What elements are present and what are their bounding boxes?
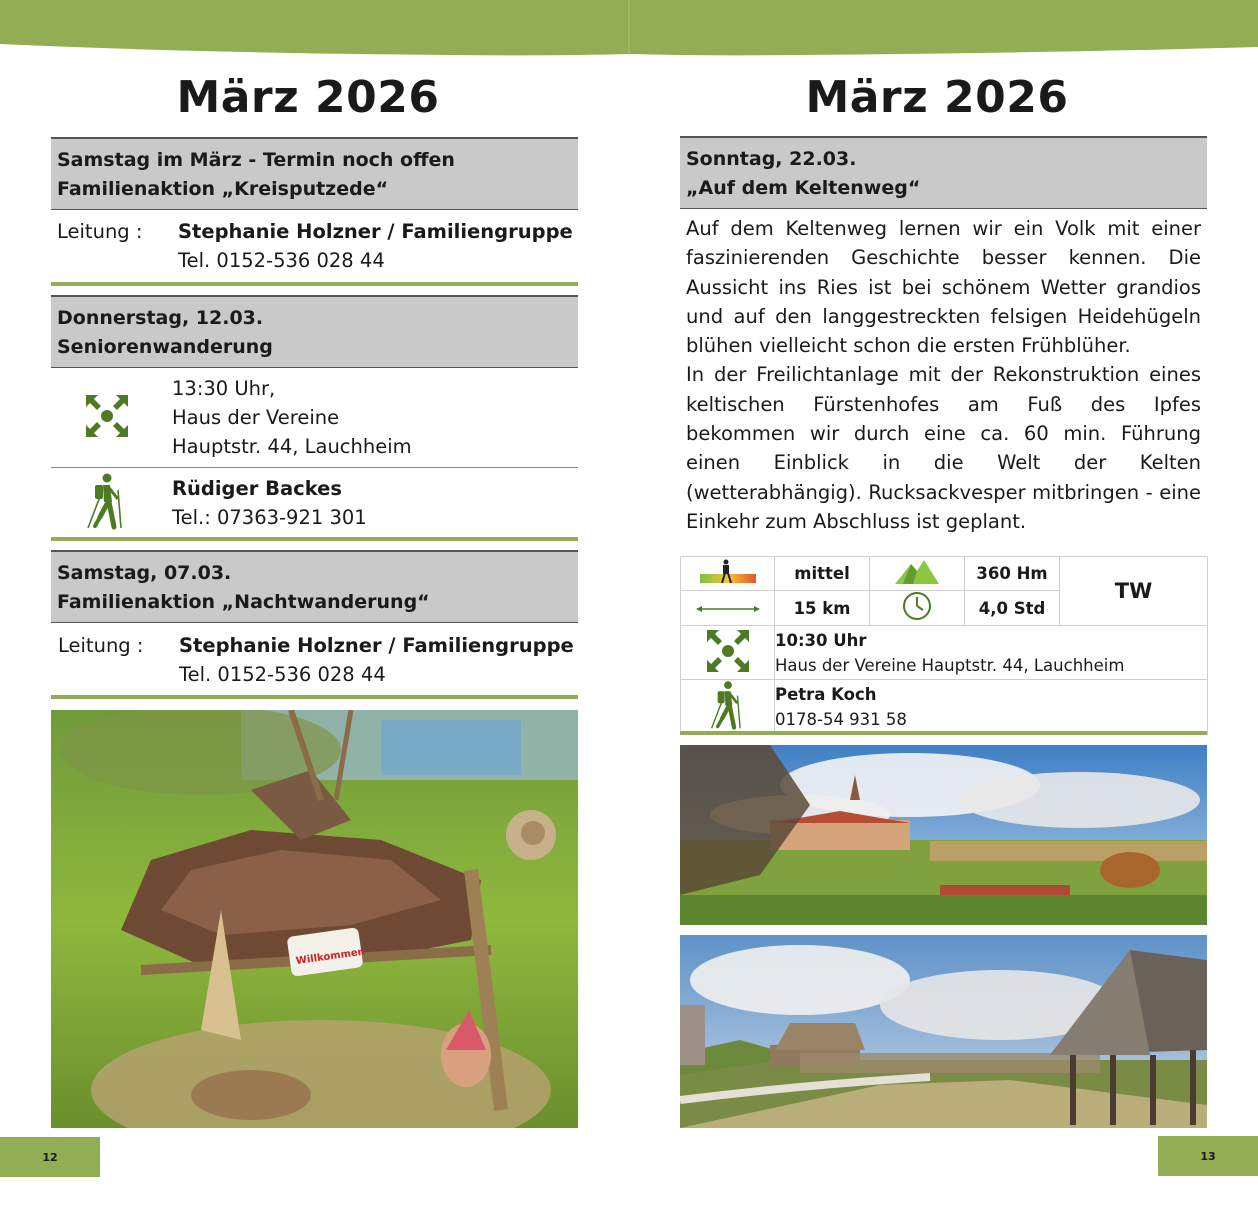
description-paragraph: Auf dem Keltenweg lernen wir ein Volk mit einer faszinierenden Geschichte besser kennen. Die Aussicht ins Ries ist bei schönem Wetter grandios und auf den langgestreckten felsigen Heidehügeln blühen vielleicht schon die ersten Frühblüher.: [686, 217, 1201, 358]
meeting-info: [775, 626, 1208, 680]
difficulty-icon-cell: [681, 557, 775, 591]
meeting-icon-cell: [681, 626, 775, 680]
leader-phone: Tel. 0152-536 028 44: [178, 249, 385, 272]
page-title-right: März 2026: [805, 72, 1069, 123]
willkommen-sign: Willkommen: [295, 946, 366, 968]
event-name: „Auf dem Keltenweg“: [686, 177, 921, 199]
divider: [51, 537, 578, 541]
event-header-nachtwanderung: [51, 550, 578, 623]
photo-celtic-site: [680, 935, 1207, 1128]
meeting-point-icon: [705, 628, 751, 674]
elevation: 360 Hm: [965, 557, 1060, 591]
event-date: Samstag, 07.03.: [57, 562, 232, 584]
guide-phone: Tel.: 07363-921 301: [172, 506, 367, 529]
leader-label: Leitung :: [57, 220, 143, 243]
event-date: Donnerstag, 12.03.: [57, 307, 264, 329]
clock-icon: [900, 591, 934, 621]
event-name: Seniorenwanderung: [57, 336, 273, 358]
meet-time: 10:30 Uhr: [775, 631, 867, 650]
category: TW: [1060, 557, 1208, 626]
top-green-band: [0, 0, 1258, 60]
photo-village-landscape: [680, 745, 1207, 925]
leader-name: Stephanie Holzner / Familiengruppe: [178, 220, 573, 243]
leader-label: Leitung :: [58, 634, 144, 657]
divider: [51, 467, 578, 468]
meeting-point-icon: [84, 393, 130, 439]
meet-place: Haus der Vereine: [172, 406, 340, 429]
event-header-keltenweg: [680, 136, 1207, 209]
guide-phone: 0178-54 931 58: [775, 710, 907, 729]
event-name: Familienaktion „Nachtwanderung“: [57, 591, 430, 613]
page-number-right: 13: [1158, 1136, 1258, 1176]
guide-info: [775, 680, 1208, 735]
guide-icon-cell: [681, 680, 775, 735]
page-title-left: März 2026: [176, 72, 440, 123]
event-header-seniorenwanderung: [51, 295, 578, 368]
mountain-icon: [893, 558, 941, 586]
event-header-kreisputzede: [51, 137, 578, 210]
hiker-icon: [86, 472, 128, 530]
distance-icon-cell: [681, 591, 775, 626]
description-paragraph: In der Freilichtanlage mit der Rekonstruktion eines keltischen Fürstenhofes am Fuß des Ipfes bekommen wir durch eine ca. 60 min. Führung einen Einblick in die Welt der Kelten (wetterabhängig). Rucksackvesper mitbringen - eine Einkehr zum Abschluss ist geplant.: [686, 363, 1201, 533]
duration: 4,0 Std: [965, 591, 1060, 626]
clock-icon-cell: [870, 591, 965, 626]
event-date: Sonntag, 22.03.: [686, 148, 857, 170]
divider: [51, 282, 578, 286]
mountain-icon-cell: [870, 557, 965, 591]
divider: [680, 731, 1207, 735]
difficulty: mittel: [775, 557, 870, 591]
hiker-icon: [708, 680, 748, 730]
meet-time: 13:30 Uhr,: [172, 377, 276, 400]
meet-place: Haus der Vereine Hauptstr. 44, Lauchheim: [775, 656, 1125, 675]
distance-arrow-icon: [696, 604, 760, 614]
leader-phone: Tel. 0152-536 028 44: [179, 663, 386, 686]
tour-info-table: [680, 556, 1208, 735]
difficulty-hiker-icon: [698, 559, 758, 585]
photo-fairy-house: [51, 710, 578, 1128]
guide-name: Petra Koch: [775, 685, 877, 704]
leader-name: Stephanie Holzner / Familiengruppe: [179, 634, 574, 657]
event-date: Samstag im März - Termin noch offen: [57, 149, 455, 171]
event-description: [686, 214, 1201, 536]
guide-name: Rüdiger Backes: [172, 477, 342, 500]
distance: 15 km: [775, 591, 870, 626]
divider: [51, 695, 578, 699]
meet-address: Hauptstr. 44, Lauchheim: [172, 435, 412, 458]
page-number-left: 12: [0, 1137, 100, 1177]
event-name: Familienaktion „Kreisputzede“: [57, 178, 389, 200]
